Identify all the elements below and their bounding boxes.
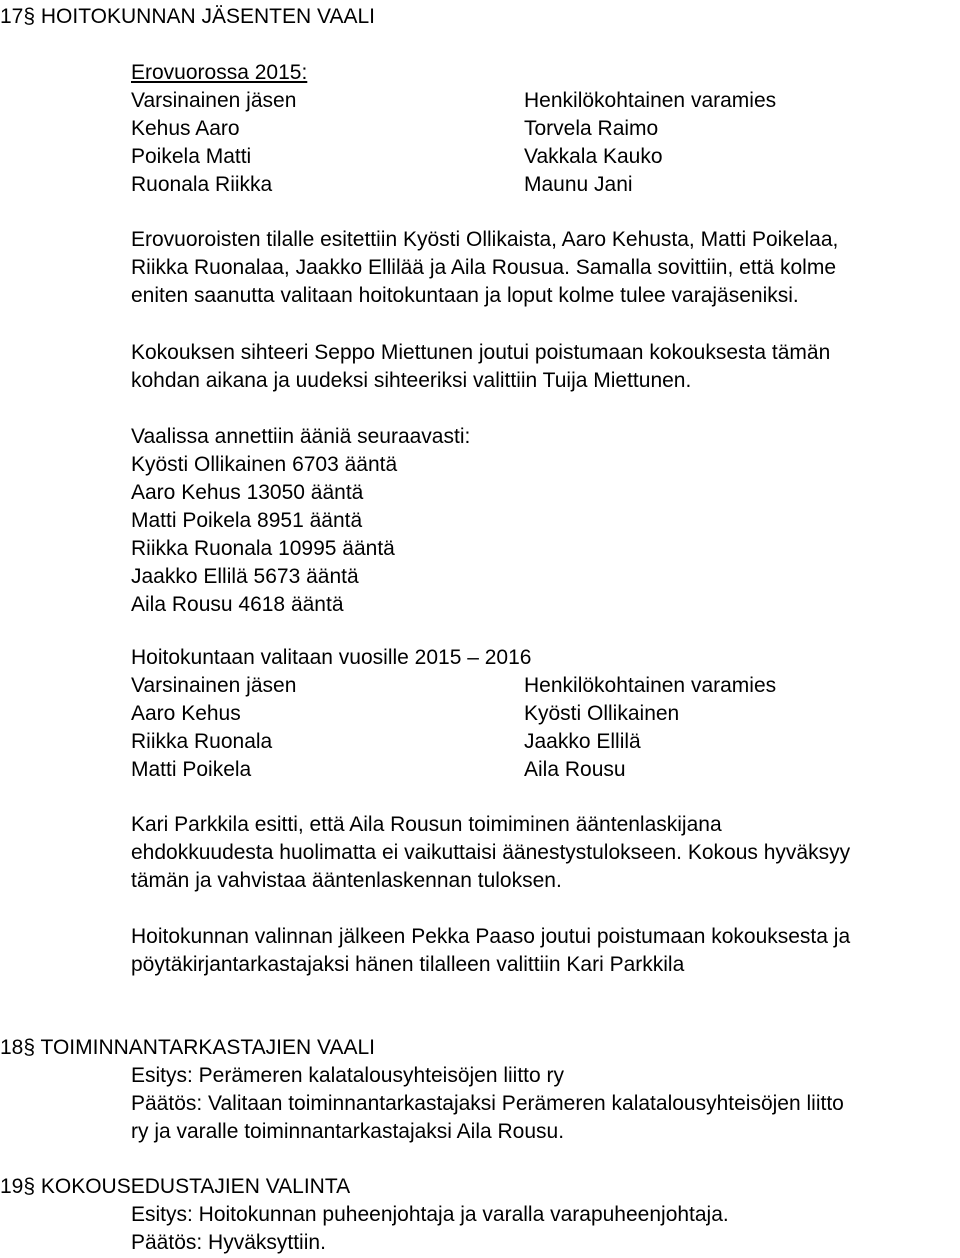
section-18-body	[131, 1062, 960, 1146]
resign-deputy: Maunu Jani	[524, 173, 633, 196]
resign-member: Ruonala Riikka	[131, 173, 273, 196]
paragraph-line: Päätös: Valitaan toiminnantarkastajaksi Perämeren kalatalousyhteisöjen liitto	[131, 1092, 844, 1115]
elected-member: Matti Poikela	[131, 758, 252, 781]
paragraph-line: kohdan aikana ja uudeksi sihteeriksi valittiin Tuija Miettunen.	[131, 369, 692, 392]
paragraph-line: ry ja varalle toiminnantarkastajaksi Aila Rousu.	[131, 1120, 565, 1143]
paragraph-candidates	[131, 226, 960, 310]
col-header-deputy: Henkilökohtainen varamies	[524, 89, 777, 112]
vote-line: Aaro Kehus 13050 ääntä	[131, 481, 364, 504]
resign-block	[131, 59, 960, 199]
elected-deputy: Aila Rousu	[524, 758, 626, 781]
resign-row	[131, 171, 960, 199]
col-header-member: Varsinainen jäsen	[131, 89, 297, 112]
elected-title: Hoitokuntaan valitaan vuosille 2015 – 2016	[131, 646, 532, 669]
paragraph-line: Erovuoroisten tilalle esitettiin Kyösti Ollikaista, Aaro Kehusta, Matti Poikelaa,	[131, 228, 839, 251]
paragraph-line: pöytäkirjantarkastajaksi hänen tilalleen valittiin Kari Parkkila	[131, 953, 685, 976]
elected-block	[131, 644, 960, 784]
col-header-member: Varsinainen jäsen	[131, 674, 297, 697]
paragraph-replacement	[131, 923, 960, 979]
elected-member: Riikka Ruonala	[131, 730, 273, 753]
resign-row	[131, 115, 960, 143]
resign-member: Kehus Aaro	[131, 117, 240, 140]
resign-row	[131, 143, 960, 171]
paragraph-line: Päätös: Hyväksyttiin.	[131, 1231, 326, 1254]
resign-title: Erovuorossa 2015:	[131, 61, 308, 84]
vote-line: Jaakko Ellilä 5673 ääntä	[131, 565, 359, 588]
paragraph-line: Esitys: Hoitokunnan puheenjohtaja ja varalla varapuheenjohtaja.	[131, 1203, 729, 1226]
elected-deputy: Jaakko Ellilä	[524, 730, 641, 753]
paragraph-line: Kari Parkkila esitti, että Aila Rousun toimiminen ääntenlaskijana	[131, 813, 722, 836]
elected-member: Aaro Kehus	[131, 702, 241, 725]
paragraph-vote-counter	[131, 811, 960, 895]
paragraph-line: tämän ja vahvistaa ääntenlaskennan tuloksen.	[131, 869, 562, 892]
resign-member: Poikela Matti	[131, 145, 252, 168]
col-header-deputy: Henkilökohtainen varamies	[524, 674, 777, 697]
paragraph-line: Kokouksen sihteeri Seppo Miettunen joutui poistumaan kokouksesta tämän	[131, 341, 831, 364]
vote-line: Kyösti Ollikainen 6703 ääntä	[131, 453, 398, 476]
elected-row	[131, 728, 960, 756]
paragraph-secretary	[131, 339, 960, 395]
section-19-heading: 19§ KOKOUSEDUSTAJIEN VALINTA	[0, 1175, 351, 1198]
elected-row	[131, 700, 960, 728]
resign-deputy: Vakkala Kauko	[524, 145, 663, 168]
paragraph-line: Hoitokunnan valinnan jälkeen Pekka Paaso joutui poistumaan kokouksesta ja	[131, 925, 851, 948]
elected-header-row	[131, 672, 960, 700]
elected-deputy: Kyösti Ollikainen	[524, 702, 680, 725]
paragraph-line: Esitys: Perämeren kalatalousyhteisöjen liitto ry	[131, 1064, 565, 1087]
paragraph-line: eniten saanutta valitaan hoitokuntaan ja loput kolme tulee varajäseniksi.	[131, 284, 799, 307]
vote-line: Matti Poikela 8951 ääntä	[131, 509, 363, 532]
vote-line: Riikka Ruonala 10995 ääntä	[131, 537, 395, 560]
paragraph-line: Riikka Ruonalaa, Jaakko Ellilää ja Aila Rousua. Samalla sovittiin, että kolme	[131, 256, 837, 279]
resign-deputy: Torvela Raimo	[524, 117, 659, 140]
vote-line: Aila Rousu 4618 ääntä	[131, 593, 344, 616]
elected-row	[131, 756, 960, 784]
votes-block	[131, 423, 960, 619]
section-17-heading: 17§ HOITOKUNNAN JÄSENTEN VAALI	[0, 5, 375, 28]
section-18-heading: 18§ TOIMINNANTARKASTAJIEN VAALI	[0, 1036, 375, 1059]
paragraph-line: ehdokkuudesta huolimatta ei vaikuttaisi äänestystulokseen. Kokous hyväksyy	[131, 841, 851, 864]
votes-title: Vaalissa annettiin ääniä seuraavasti:	[131, 425, 471, 448]
resign-header-row	[131, 87, 960, 115]
section-19-body	[131, 1201, 960, 1257]
